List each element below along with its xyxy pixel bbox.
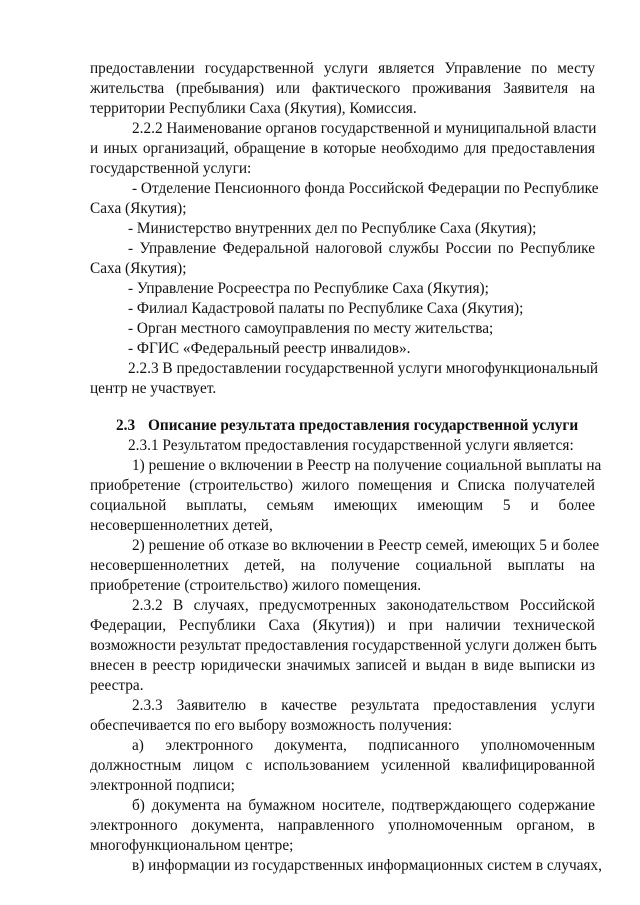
section-title: Описание результата предоставления государственной услуги	[148, 417, 579, 434]
text-line: электронного документа, направленного уполномоченным органом, в	[90, 817, 595, 834]
section-heading	[116, 416, 595, 436]
text-line: предоставлении государственной услуги является Управление по месту	[90, 60, 595, 77]
text-line: социальной выплаты, семьям имеющих имеющим 5 и более	[90, 497, 595, 514]
text-line: приобретение (строительство) жилого помещения.	[90, 577, 422, 594]
list-item: 1) решение о включении в Реестр на получение социальной выплаты на	[132, 457, 602, 474]
text-line: приобретение (строительство) жилого помещения и Списка получателей	[90, 477, 595, 494]
text-line: 2.2.3 В предоставлении государственной услуги многофункциональный	[128, 360, 599, 377]
list-item: - Министерство внутренних дел по Республике Саха (Якутия);	[128, 220, 537, 237]
text-line: 2.3.2 В случаях, предусмотренных законодательством Российской	[132, 597, 595, 614]
list-item: 2) решение об отказе во включении в Реестр семей, имеющих 5 и более	[132, 537, 600, 554]
list-item: - Отделение Пенсионного фонда Российской Федерации по Республике	[132, 180, 599, 197]
text-line: центр не участвует.	[90, 380, 217, 397]
list-item: - Управление Федеральной налоговой службы России по Республике	[128, 240, 595, 257]
list-item: б) документа на бумажном носителе, подтверждающего содержание	[132, 797, 595, 814]
list-item: - Управление Росреестра по Республике Саха (Якутия);	[128, 280, 489, 297]
text-line: должностным лицом с использованием усиленной квалифицированной	[90, 757, 595, 774]
text-line: Саха (Якутия);	[90, 200, 187, 217]
text-line: несовершеннолетних детей, на получение социальной выплаты на	[90, 557, 595, 574]
text-line: территории Республики Саха (Якутия), Комиссия.	[90, 100, 417, 117]
list-item: - Филиал Кадастровой палаты по Республике Саха (Якутия);	[128, 300, 524, 317]
text-line: реестра.	[90, 677, 144, 694]
text-line: несовершеннолетних детей,	[90, 517, 273, 534]
text-line: обеспечивается по его выбору возможность получения:	[90, 717, 453, 734]
text-line: 2.3.1 Результатом предоставления государственной услуги является:	[128, 437, 574, 454]
section-number: 2.3	[116, 417, 136, 434]
text-line: государственной услуги:	[90, 160, 252, 177]
list-item: а) электронного документа, подписанного уполномоченным	[132, 737, 595, 754]
list-item: - ФГИС «Федеральный реестр инвалидов».	[128, 340, 411, 357]
text-line: многофункциональном центре;	[90, 837, 294, 854]
text-line: Саха (Якутия);	[90, 260, 187, 277]
text-line: внесен в реестр юридически значимых записей и выдан в виде выписки из	[90, 657, 595, 674]
text-line: Федерации, Республики Саха (Якутия)) и при наличии технической	[90, 617, 595, 634]
text-line: жительства (пребывания) или фактического проживания Заявителя на	[90, 80, 595, 97]
text-line: электронной подписи;	[90, 777, 235, 794]
text-line: 2.3.3 Заявителю в качестве результата предоставления услуги	[132, 697, 595, 714]
list-item: в) информации из государственных информационных систем в случаях,	[132, 857, 602, 874]
list-item: - Орган местного самоуправления по месту жительства;	[128, 320, 494, 337]
text-line: 2.2.2 Наименование органов государственной и муниципальной власти	[132, 120, 597, 137]
text-line: возможности результат предоставления государственной услуги должен быть	[90, 637, 597, 654]
text-line: и иных организаций, обращение в которые необходимо для предоставления	[90, 140, 595, 157]
